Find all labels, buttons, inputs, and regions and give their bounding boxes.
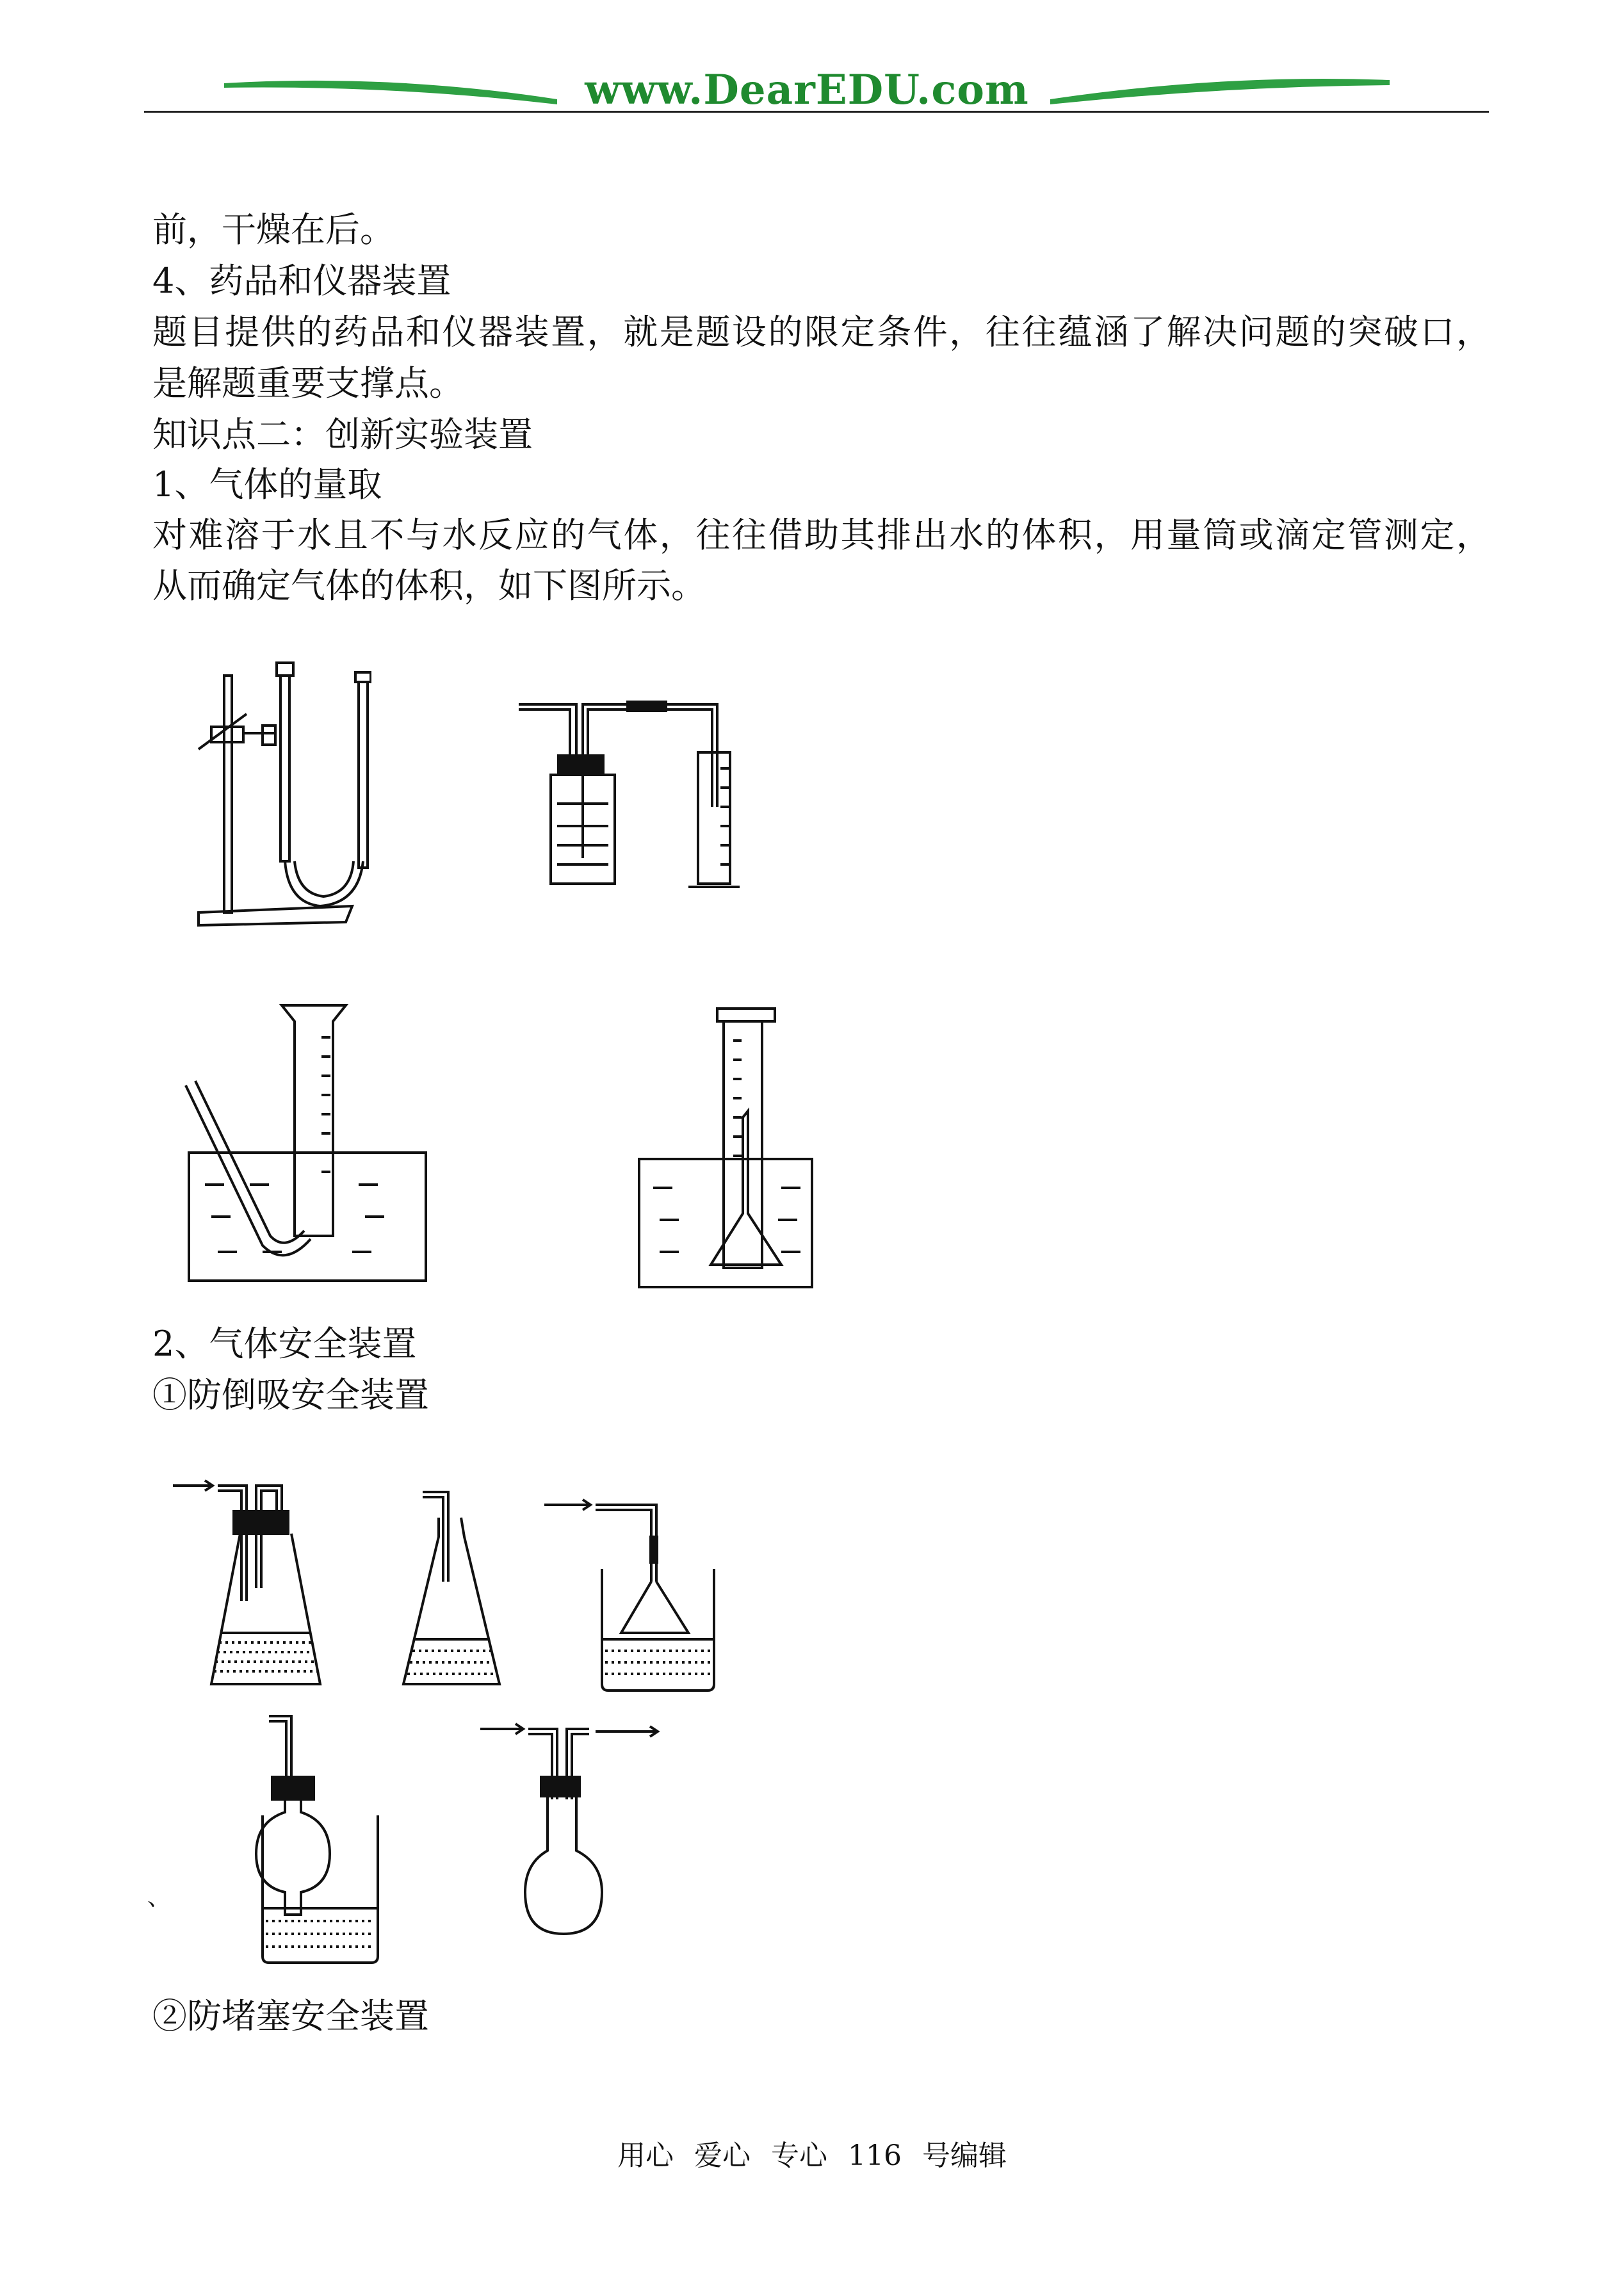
figure-bottle-cylinder [512,692,781,896]
stray-mark: 、 [147,1885,171,1911]
sub-anti-clog: ②防堵塞安全装置 [152,1996,429,2036]
site-logo-text: www.DearEDU.com [585,66,1029,114]
figure-burette-u-tube [186,650,371,932]
figure-flask-one-tube [397,1486,512,1710]
para-drugs-line-2: 是解题重要支撑点。 [152,363,464,403]
para-gas-line-1: 对难溶于水且不与水反应的气体，往往借助其排出水的体积，用量筒或滴定管测定， [152,515,1491,555]
heading-gas-measure: 1、气体的量取 [152,464,382,505]
page-footer: 用心 爱心 专心 116 号编辑 [617,2139,1007,2172]
figure-trough-cylinder-bent-tube [173,999,442,1293]
heading-drugs-apparatus: 4、药品和仪器装置 [152,261,451,301]
figure-bulb-beaker [243,1703,397,1972]
figure-trough-burette [634,1002,826,1290]
figure-flask-two-tubes [166,1473,333,1710]
figure-round-flask [474,1716,679,1947]
text-line-1: 前，干燥在后。 [152,209,394,250]
knowledge-point-two: 知识点二：创新实验装置 [152,414,533,455]
figure-funnel-beaker [538,1492,724,1703]
sub-anti-suckback: ①防倒吸安全装置 [152,1375,429,1415]
para-drugs-line-1: 题目提供的药品和仪器装置，就是题设的限定条件，往往蕴涵了解决问题的突破口， [152,312,1491,352]
site-logo [199,54,1415,118]
header-rule [144,111,1489,113]
para-gas-line-2: 从而确定气体的体积，如下图所示。 [152,565,706,606]
heading-gas-safety: 2、气体安全装置 [152,1324,417,1364]
